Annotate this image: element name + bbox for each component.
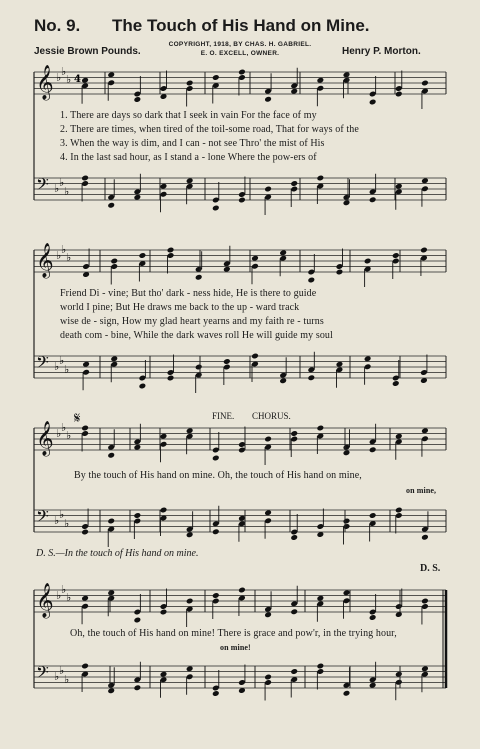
- bass-note: [336, 361, 344, 368]
- bass-note: [160, 671, 168, 678]
- treble-note: [395, 91, 403, 98]
- treble-note: [317, 595, 325, 602]
- bass-clef: 𝄢: [36, 662, 49, 686]
- treble-note: [195, 274, 203, 281]
- segno-sign: 𝄋: [74, 411, 81, 427]
- bass-note: [81, 175, 89, 182]
- treble-note: [392, 252, 400, 259]
- bass-note: [307, 374, 315, 381]
- treble-note: [186, 427, 194, 434]
- treble-note: [167, 247, 175, 254]
- time-signature: 4: [74, 74, 81, 85]
- verse-line-2-2: world I pine; But He draws me back to the up - ward track: [60, 302, 300, 313]
- treble-note: [290, 608, 298, 615]
- flat-sign: ♭: [61, 243, 67, 256]
- treble-note: [186, 598, 194, 605]
- treble-note: [421, 427, 429, 434]
- bass-note: [343, 518, 351, 525]
- treble-note: [343, 71, 351, 78]
- bass-note: [107, 518, 115, 525]
- chorus-lyric-1: By the touch of His hand on mine. Oh, the touch of His hand on mine,: [74, 470, 362, 481]
- treble-note: [212, 592, 220, 599]
- flat-sign: ♭: [61, 421, 67, 434]
- treble-note: [369, 99, 377, 106]
- bass-note: [251, 353, 259, 360]
- bass-note: [167, 375, 175, 382]
- bass-note: [369, 682, 377, 689]
- bass-note: [160, 183, 168, 190]
- flat-sign: ♭: [61, 65, 67, 78]
- treble-note: [238, 69, 246, 76]
- flat-sign: ♭: [54, 360, 60, 373]
- flat-sign: ♭: [59, 508, 65, 521]
- bass-clef: 𝄢: [36, 506, 49, 530]
- treble-note: [420, 247, 428, 254]
- bass-note: [343, 690, 351, 697]
- flat-sign: ♭: [59, 354, 65, 367]
- chorus-lyric-2: Oh, the touch of His hand on mine! There is grace and pow'r, in the trying hour,: [70, 628, 397, 639]
- fine-label: FINE.: [212, 411, 235, 421]
- bass-note: [290, 534, 298, 541]
- bass-note: [317, 663, 325, 670]
- treble-note: [264, 96, 272, 103]
- treble-clef: 𝄞: [36, 65, 54, 100]
- flat-sign: ♭: [54, 514, 60, 527]
- verse-line-1-2: Friend Di - vine; But tho' dark - ness hide, He is there to guide: [60, 288, 317, 299]
- flat-sign: ♭: [54, 182, 60, 195]
- bass-echo-lyric-1: on mine,: [406, 486, 437, 495]
- bass-note: [212, 528, 220, 535]
- bass-note: [369, 196, 377, 203]
- flat-sign: ♭: [66, 73, 72, 86]
- treble-note: [251, 255, 259, 262]
- bass-note: [212, 205, 220, 212]
- treble-note: [421, 598, 429, 605]
- treble-note: [212, 455, 220, 462]
- bass-note: [395, 671, 403, 678]
- treble-note: [160, 433, 168, 440]
- bass-note: [212, 690, 220, 697]
- verse-line-1-1: 1. There are days so dark that I seek in vain For the face of my: [60, 110, 317, 121]
- treble-note: [238, 587, 246, 594]
- treble-note: [134, 444, 142, 451]
- flat-sign: ♭: [64, 673, 70, 686]
- treble-note: [134, 96, 142, 103]
- treble-note: [223, 266, 231, 273]
- flat-sign: ♭: [56, 589, 62, 602]
- hymn-title: The Touch of His Hand on Mine.: [112, 16, 370, 35]
- hymn-number: No. 9.: [34, 16, 81, 35]
- treble-note: [290, 88, 298, 95]
- treble-note: [81, 77, 89, 84]
- treble-note: [307, 277, 315, 284]
- bass-note: [186, 177, 194, 184]
- bass-note: [290, 668, 298, 675]
- flat-sign: ♭: [54, 670, 60, 683]
- treble-note: [139, 252, 147, 259]
- treble-note: [186, 80, 194, 87]
- flat-sign: ♭: [56, 71, 62, 84]
- flat-sign: ♭: [64, 185, 70, 198]
- treble-note: [107, 71, 115, 78]
- verse-line-3-1: 3. When the way is dim, and I can - not see Thro' the mist of His: [60, 138, 325, 149]
- treble-note: [343, 589, 351, 596]
- bass-note: [364, 355, 372, 362]
- treble-note: [290, 430, 298, 437]
- treble-note: [395, 433, 403, 440]
- bass-note: [134, 194, 142, 201]
- treble-note: [279, 249, 287, 256]
- flat-sign: ♭: [59, 176, 65, 189]
- treble-note: [212, 74, 220, 81]
- bass-note: [369, 512, 377, 519]
- bass-note: [82, 361, 90, 368]
- treble-note: [369, 614, 377, 621]
- ds-instruction: D. S.—In the touch of His hand on mine.: [36, 548, 199, 559]
- treble-note: [264, 436, 272, 443]
- composer-credit: Henry P. Morton.: [342, 46, 421, 57]
- bass-note: [343, 199, 351, 206]
- treble-note: [369, 446, 377, 453]
- treble-clef: 𝄞: [36, 421, 54, 456]
- treble-clef: 𝄞: [36, 583, 54, 618]
- treble-note: [317, 425, 325, 432]
- verse-line-4-2: death com - bine, While the dark waves roll He will guide my soul: [60, 330, 333, 341]
- treble-note: [81, 595, 89, 602]
- flat-sign: ♭: [64, 363, 70, 376]
- bass-clef: 𝄢: [36, 174, 49, 198]
- bass-echo-lyric-2: on mine!: [220, 643, 251, 652]
- bass-note: [110, 355, 118, 362]
- bass-note: [264, 674, 272, 681]
- bass-note: [317, 175, 325, 182]
- treble-note: [364, 258, 372, 265]
- bass-note: [290, 180, 298, 187]
- bass-note: [392, 380, 400, 387]
- bass-note: [223, 358, 231, 365]
- treble-note: [421, 80, 429, 87]
- copyright-line: COPYRIGHT, 1918, BY CHAS. H. GABRIEL.: [168, 41, 312, 48]
- lyricist-credit: Jessie Brown Pounds.: [34, 46, 141, 57]
- verse-line-4-1: 4. In the last sad hour, as I stand a - lone Where the pow-ers of: [60, 152, 317, 163]
- flat-sign: ♭: [56, 427, 62, 440]
- bass-note: [107, 202, 115, 209]
- bass-note: [395, 183, 403, 190]
- flat-sign: ♭: [61, 583, 67, 596]
- treble-note: [160, 609, 168, 616]
- treble-note: [343, 449, 351, 456]
- bass-note: [264, 509, 272, 516]
- bass-note: [195, 364, 203, 371]
- copyright-owner-line: E. O. EXCELL, OWNER.: [200, 50, 280, 57]
- bass-note: [139, 383, 147, 390]
- flat-sign: ♭: [64, 517, 70, 530]
- bass-note: [264, 186, 272, 193]
- treble-note: [134, 617, 142, 624]
- bass-clef: 𝄢: [36, 352, 49, 376]
- treble-note: [110, 258, 118, 265]
- bass-note: [81, 529, 89, 536]
- bass-note: [238, 197, 246, 204]
- treble-note: [317, 77, 325, 84]
- bass-note: [395, 507, 403, 514]
- bass-note: [134, 512, 142, 519]
- flat-sign: ♭: [66, 251, 72, 264]
- treble-clef: 𝄞: [36, 243, 54, 278]
- bass-note: [134, 684, 142, 691]
- flat-sign: ♭: [56, 249, 62, 262]
- bass-note: [81, 663, 89, 670]
- verse-line-3-2: wise de - sign, How my glad heart yearns and my faith re - turns: [60, 316, 324, 327]
- treble-note: [264, 611, 272, 618]
- flat-sign: ♭: [66, 591, 72, 604]
- treble-note: [81, 425, 89, 432]
- bass-note: [160, 507, 168, 514]
- verse-line-2-1: 2. There are times, when tired of the toil-some road, That for ways of the: [60, 124, 359, 135]
- ds-mark: D. S.: [420, 563, 441, 574]
- bass-note: [186, 531, 194, 538]
- treble-note: [107, 452, 115, 459]
- chorus-label: CHORUS.: [252, 411, 291, 421]
- treble-note: [336, 269, 344, 276]
- bass-note: [279, 377, 287, 384]
- bass-note: [421, 177, 429, 184]
- bass-note: [107, 687, 115, 694]
- bass-note: [421, 534, 429, 541]
- flat-sign: ♭: [66, 429, 72, 442]
- treble-note: [107, 589, 115, 596]
- bass-note: [421, 665, 429, 672]
- flat-sign: ♭: [59, 664, 65, 677]
- bass-note: [186, 665, 194, 672]
